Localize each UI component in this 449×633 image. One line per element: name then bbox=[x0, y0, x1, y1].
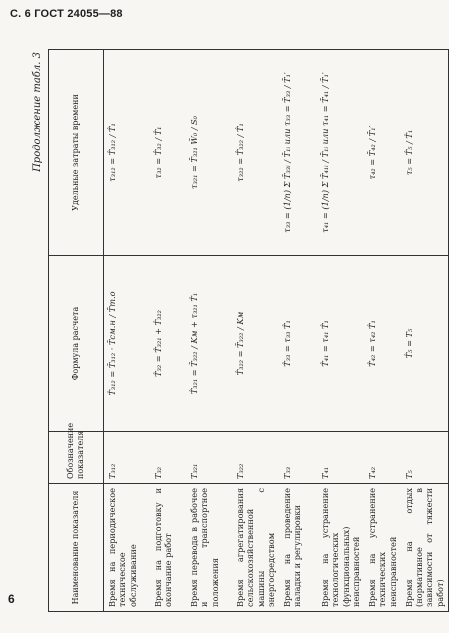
row-symbol: T₅ bbox=[401, 432, 449, 484]
table-row bbox=[104, 50, 151, 612]
row-cost: τ₃₂₂ = T̂₃₂₂ / T̂₁ bbox=[232, 50, 279, 256]
row-symbol: T₃₃ bbox=[279, 432, 317, 484]
row-formula: T̂₃₁₂ = T̄₃₁₂ · T̄см.н / T̄т.о bbox=[104, 256, 151, 432]
table-row bbox=[232, 50, 279, 612]
row-symbol: T₃₁₂ bbox=[104, 432, 151, 484]
row-formula: T̂₄₁ = τ₄₁ T̂₁ bbox=[317, 256, 364, 432]
table-row bbox=[317, 50, 364, 612]
row-name: Время перевода в рабочее и транспортное положения bbox=[186, 484, 232, 612]
data-table bbox=[48, 49, 449, 612]
table-row bbox=[150, 50, 186, 612]
row-cost: τ₃₃ = (1/n) Σ T̄₃₃ᵢ / T̄₁ᵢ или τ₃₃ = T̄₃₃ / T̄₁′ bbox=[279, 50, 317, 256]
table-row bbox=[279, 50, 317, 612]
row-formula: T̂₅ = T₅ bbox=[401, 256, 449, 432]
row-symbol: T₄₁ bbox=[317, 432, 364, 484]
table-row bbox=[186, 50, 232, 612]
row-cost: τ₄₁ = (1/n) Σ T̄₄₁ᵢ / T̄₁ᵢ или τ₄₁ = T̄₄₁ / T̄₁′ bbox=[317, 50, 364, 256]
row-cost: τ₄₂ = T̄₄₂ / T̄₁′ bbox=[364, 50, 401, 256]
row-symbol: T₃₂₂ bbox=[232, 432, 279, 484]
row-name: Время на подготовку и окончание работ bbox=[150, 484, 186, 612]
row-formula: T̂₃₂ = T̂₃₂₁ + T̂₃₂₂ bbox=[150, 256, 186, 432]
row-formula: T̂₃₂₁ = T̄₃₂₂ / Kм + τ₃₂₁ T̂₁ bbox=[186, 256, 232, 432]
row-formula: T̂₃₃ = τ₃₃ T̂₁ bbox=[279, 256, 317, 432]
row-cost: τ₃₁₂ = T̂₃₁₂ / T̂₁ bbox=[104, 50, 151, 256]
row-name: Время на проведение наладки и регулировки bbox=[279, 484, 317, 612]
row-symbol: T₃₂ bbox=[150, 432, 186, 484]
table-header-row bbox=[49, 50, 104, 612]
row-name: Время на устранение технологических (функциональных) неисправностей bbox=[317, 484, 364, 612]
row-name: Время на периодическое техническое обслуживание bbox=[104, 484, 151, 612]
row-name: Время на устранение технических неисправностей bbox=[364, 484, 401, 612]
row-cost: τ₅ = T̂₅ / T̂₁ bbox=[401, 50, 449, 256]
row-cost: τ₃₂₁ = T̄₃₂₁ W̄₀ / S₀ bbox=[186, 50, 232, 256]
page-header: С. 6 ГОСТ 24055—88 bbox=[10, 8, 123, 20]
table-caption: Продолжение табл. 3 bbox=[32, 52, 43, 172]
rotated-table-block bbox=[32, 50, 445, 612]
row-name: Время на отдых (нормативное в зависимости от тяжести работ) bbox=[401, 484, 449, 612]
column-header-formula: Формула расчета bbox=[49, 256, 104, 432]
row-symbol: T₄₂ bbox=[364, 432, 401, 484]
page-number: 6 bbox=[8, 592, 15, 606]
table-row bbox=[401, 50, 449, 612]
row-formula: T̂₃₂₂ = T̄₃₂₂ / Kм bbox=[232, 256, 279, 432]
row-symbol: T₃₂₁ bbox=[186, 432, 232, 484]
row-cost: τ₃₂ = T̂₃₂ / T̂₁ bbox=[150, 50, 186, 256]
column-header-name: Наименование показателя bbox=[49, 484, 104, 612]
table-row bbox=[364, 50, 401, 612]
row-formula: T̂₄₂ = τ₄₂ T̂₁ bbox=[364, 256, 401, 432]
row-name: Время агрегатирования сельскохозяйственной машины с энергосредством bbox=[232, 484, 279, 612]
column-header-cost: Удельные затраты времени bbox=[49, 50, 104, 256]
column-header-symbol: Обозначение показателя bbox=[49, 432, 104, 484]
